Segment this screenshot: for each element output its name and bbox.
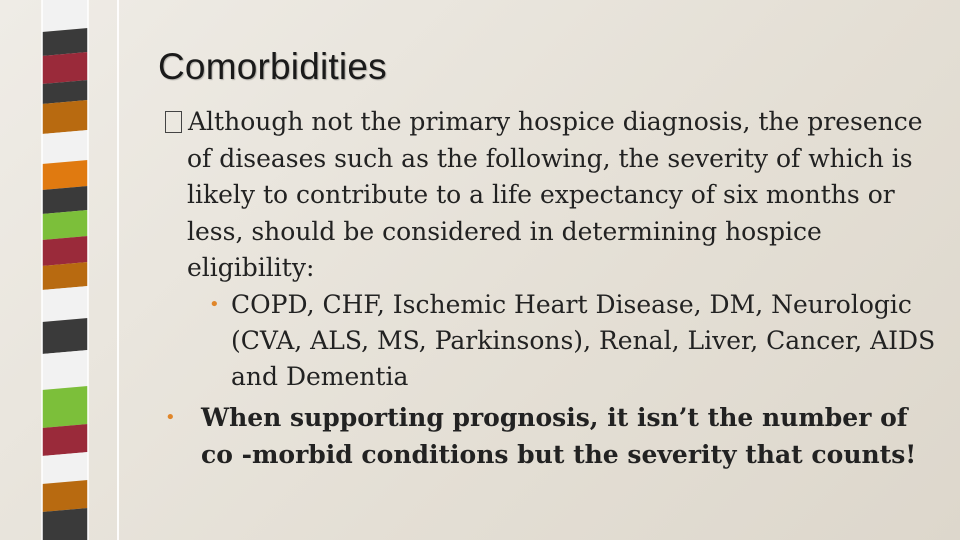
slide-title: Comorbidities — [158, 46, 387, 87]
missing-glyph-box-icon — [165, 111, 182, 133]
sub-bullet-text: COPD, CHF, Ischemic Heart Disease, DM, Neurologic (CVA, ALS, MS, Parkinsons), Renal, Liver, Cancer, AIDS and Dementia — [231, 289, 936, 391]
bullet-dot-icon: • — [209, 293, 220, 315]
stripe-pattern-graphic — [30, 0, 100, 540]
vertical-divider — [117, 0, 119, 540]
sub-bullet — [209, 287, 945, 395]
bold-bullet-text: When supporting prognosis, it isn’t the number of co -morbid conditions but the severity that counts! — [201, 402, 917, 469]
slide-body — [165, 104, 945, 473]
decorative-stripe-band — [30, 0, 100, 540]
bold-bullet — [165, 399, 945, 473]
main-paragraph — [165, 104, 945, 287]
bullet-dot-icon: • — [165, 406, 176, 428]
main-paragraph-text: Although not the primary hospice diagnosis, the presence of diseases such as the following, the severity of which is likely to contribute to a life expectancy of six months or less, should be considered in determining hospice eligibility: — [187, 107, 923, 282]
